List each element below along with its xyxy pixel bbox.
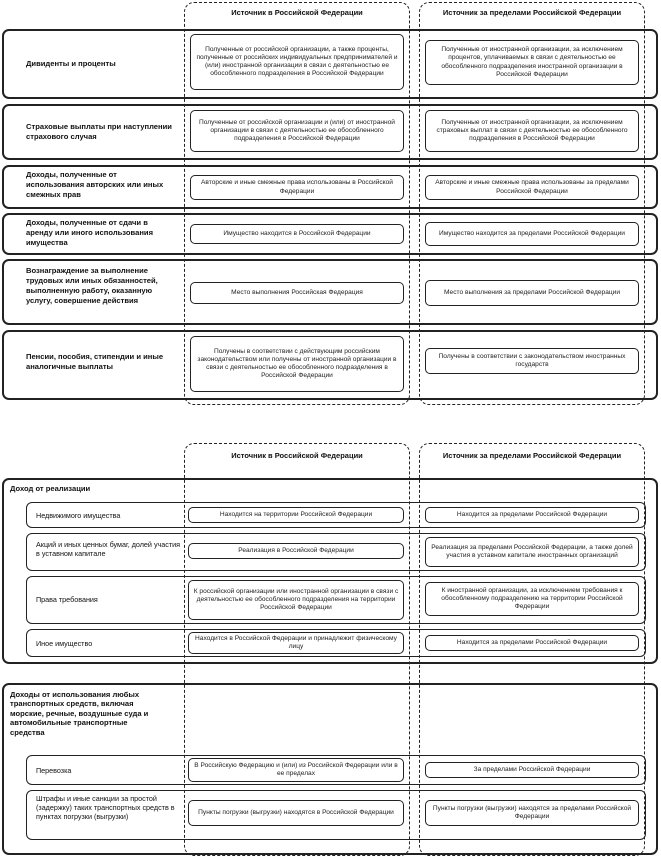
group-label-transport: Доходы от использования любых транспортных средств, включая морские, речные, воздушные суда и автомобильные транспортные средства	[10, 690, 149, 737]
cell-claims-rf: К российской организации или иностранной организации в связи с деятельностью ее обособленного подразделения на территории Российской Федерации	[188, 580, 404, 620]
rf-column-header-top: Источник в Российской Федерации	[231, 8, 363, 17]
cell-copyright-rf: Авторские и иные смежные права использованы в Российской Федерации	[190, 175, 404, 200]
sub-label-carriage: Перевозка	[36, 766, 72, 775]
sub-label-penalties: Штрафы и иные санкции за простой (задержку) таких транспортных средств в пунктах погрузки (выгрузки)	[36, 794, 175, 821]
sub-label-other-property: Иное имущество	[36, 639, 93, 648]
row-label-insurance: Страховые выплаты при наступлении страхового случая	[26, 122, 172, 141]
cell-pensions-abroad: Получены в соответствии с законодательством иностранных государств	[425, 348, 639, 374]
cell-insurance-rf: Полученные от российской организации и (или) от иностранной организации в связи с деятельностью ее обособленного подразделения в Российской Федерации	[190, 110, 404, 152]
cell-work-rf: Место выполнения Российская Федерация	[190, 282, 404, 304]
row-label-work: Вознаграждение за выполнение трудовых или иных обязанностей, выполненную работу, оказанную услугу, совершение действия	[26, 266, 158, 305]
cell-claims-abroad: К иностранной организации, за исключением требования к обособленному подразделению на территории Российской Федерации	[425, 582, 639, 616]
cell-penalties-rf: Пункты погрузки (выгрузки) находятся в Российской Федерации	[188, 800, 404, 826]
abroad-column-header-top: Источник за пределами Российской Федерации	[442, 8, 622, 17]
cell-real-estate-abroad: Находится за пределами Российской Федерации	[425, 507, 639, 523]
cell-work-abroad: Место выполнения за пределами Российской Федерации	[425, 280, 639, 306]
rf-column-header-bottom: Источник в Российской Федерации	[231, 451, 363, 460]
cell-carriage-rf: В Российскую Федерацию и (или) из Российской Федерации или в ее пределах	[188, 758, 404, 782]
abroad-column-header-bottom: Источник за пределами Российской Федерации	[442, 451, 622, 460]
cell-real-estate-rf: Находится на территории Российской Федерации	[188, 507, 404, 523]
cell-rent-rf: Имущество находится в Российской Федерации	[190, 224, 404, 244]
cell-dividends-rf: Полученные от российской организации, а также проценты, полученные от российских индивидуальных предпринимателей и (или) иностранной организации в связи с деятельностью ее обособленного подразделения в Российской Федерации	[190, 34, 404, 90]
cell-securities-rf: Реализация в Российской Федерации	[188, 543, 404, 559]
cell-other-property-rf: Находится в Российской Федерации и принадлежит физическому лицу	[188, 632, 404, 654]
sub-label-securities: Акций и иных ценных бумаг, долей участия в уставном капитале	[36, 540, 181, 558]
cell-insurance-abroad: Полученные от иностранной организации, за исключением страховых выплат в связи с деятельностью ее обособленного подразделения в Российской Федерации	[425, 110, 639, 152]
cell-carriage-abroad: За пределами Российской Федерации	[425, 762, 639, 778]
row-label-pensions: Пенсии, пособия, стипендии и иные аналогичные выплаты	[26, 352, 164, 371]
cell-dividends-abroad: Полученные от иностранной организации, за исключением процентов, уплачиваемых в связи с деятельностью ее обособленного подразделения иностранной организации в Российской Федерации	[425, 40, 639, 85]
cell-rent-abroad: Имущество находится за пределами Российской Федерации	[425, 222, 639, 246]
row-label-copyright: Доходы, полученные от использования авторских или иных смежных прав	[26, 170, 164, 199]
cell-penalties-abroad: Пункты погрузки (выгрузки) находятся за пределами Российской Федерации	[425, 800, 639, 826]
cell-securities-abroad: Реализация за пределами Российской Федерации, а также долей участия в уставном капитале иностранных организаций	[425, 537, 639, 567]
group-label-realization: Доход от реализации	[10, 484, 91, 493]
sub-label-claims: Права требования	[36, 595, 98, 604]
row-label-rent: Доходы, полученные от сдачи в аренду или иного использования имущества	[26, 218, 154, 247]
sub-label-real-estate: Недвижимого имущества	[36, 511, 121, 520]
cell-pensions-rf: Получены в соответствии с действующим российским законодательством или получены от иностранной организации в связи с деятельностью ее обособленного подразделения в Российской Федерации	[190, 336, 404, 392]
row-label-dividends: Дивиденты и проценты	[26, 59, 116, 68]
cell-copyright-abroad: Авторские и иные смежные права использованы за пределами Российской Федерации	[425, 175, 639, 200]
cell-other-property-abroad: Находится за пределами Российской Федерации	[425, 635, 639, 651]
